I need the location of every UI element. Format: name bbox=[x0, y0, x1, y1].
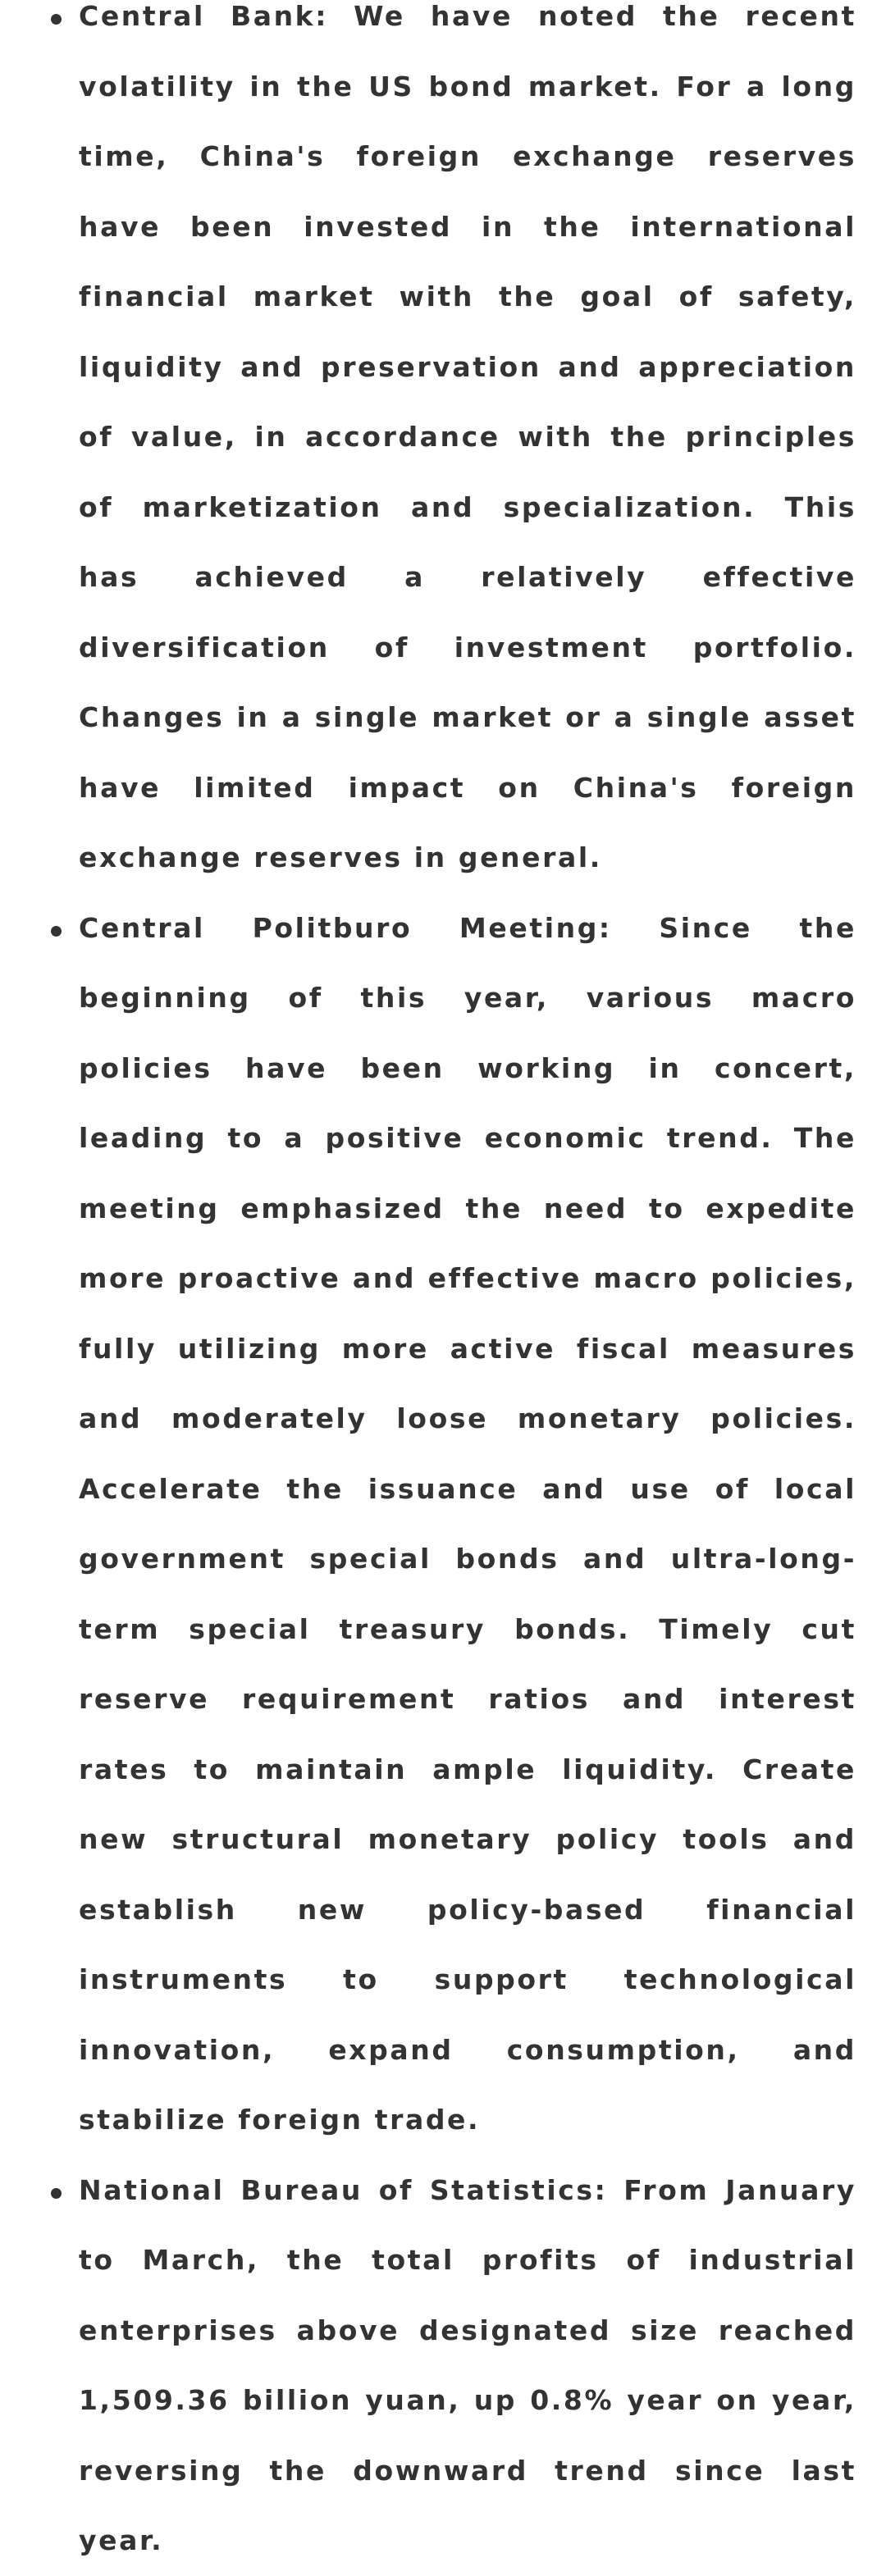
list-item-text: Central Politburo Meeting: Since the beginning of this year, various macro policies have been working in concert, leading to a positive economic trend. The meeting emphasized the need to expedite more proactive and effective macro policies, fully utilizing more active fiscal measures and moderately loose monetary policies. Accelerate the issuance and use of local government special bonds and ultra-long-term special treasury bonds. Timely cut reserve requirement ratios and interest rates to maintain ample liquidity. Create new structural monetary policy tools and establish new policy-based financial instruments to support technological innovation, expand consumption, and stabilize foreign trade. bbox=[79, 911, 856, 2136]
bullet-icon bbox=[51, 926, 62, 937]
list-item-text: Central Bank: We have noted the recent volatility in the US bond market. For a long time, China's foreign exchange reserves have been invested in the international financial market with the goal of safety, liquidity and preservation and appreciation of value, in accordance with the principles of marketization and specialization. This has achieved a relatively effective diversification of investment portfolio. Changes in a single market or a single asset have limited impact on China's foreign exchange reserves in general. bbox=[79, 0, 856, 873]
bullet-icon bbox=[51, 2188, 62, 2199]
list-item-text: National Bureau of Statistics: From January to March, the total profits of industrial enterprises above designated size reached 1,509.36 billion yuan, up 0.8% year on year, reversing the downward trend since last year. bbox=[79, 2173, 856, 2556]
news-bullet-list bbox=[79, 0, 856, 2576]
list-item-central-bank bbox=[79, 0, 856, 893]
list-item-politburo-meeting bbox=[79, 893, 856, 2155]
list-item-statistics-bureau bbox=[79, 2155, 856, 2576]
bullet-icon bbox=[51, 14, 62, 25]
